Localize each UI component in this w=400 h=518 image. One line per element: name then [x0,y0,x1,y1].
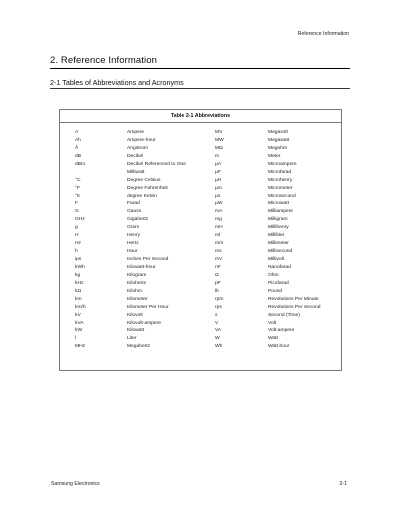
meaning-cell: Volt-ampere [268,328,295,334]
abbreviation-cell: F [75,201,78,207]
abbreviation-cell: h [75,249,78,255]
abbreviation-cell: kΩ [75,288,82,294]
table-row [75,280,337,288]
table-row [75,320,337,328]
abbreviation-cell: rps [215,304,222,310]
table-row [75,137,337,145]
abbreviation-cell: mH [215,225,223,231]
meaning-cell: Milligram [268,217,288,223]
meaning-cell: Liter [127,336,137,342]
abbreviation-cell [75,169,127,177]
meaning-cell: Millivolt [268,257,285,262]
table-row [75,240,337,248]
meaning-cell: Milliampere [268,209,294,215]
meaning-cell: Meter [268,153,281,159]
table-row [75,288,337,296]
abbreviation-cell: Wh [215,344,223,350]
abbreviation-cell: µm [215,185,222,191]
meaning-cell: Kilohm [127,288,142,294]
meaning-cell: Kilovolt [127,312,143,318]
abbreviation-cell: µs [215,193,221,199]
meaning-cell: Microsecond [268,193,296,199]
meaning-cell: Megavolt [268,130,288,135]
table-row [75,145,337,153]
abbreviation-cell: kV [75,312,81,318]
abbreviation-cell: µA [215,161,222,167]
abbreviation-cell: kg [75,272,81,278]
table-row [75,153,337,161]
table-row [75,161,337,169]
meaning-cell: Revolutions Per Minute [268,296,319,302]
meaning-cell: Inches Per Second [127,257,169,262]
abbreviation-cell: µW [215,201,223,207]
abbreviation-cell: µH [215,177,222,183]
abbreviations-table-body [75,129,337,351]
abbreviation-cell: pF [215,280,221,286]
table-row [75,208,337,216]
meaning-cell: Second (Time) [268,312,300,318]
meaning-cell: Megawatt [268,137,290,143]
meaning-cell: Decibel [127,153,144,159]
abbreviation-cell: kHz [75,280,84,286]
abbreviation-cell: Ω [215,272,219,278]
meaning-cell: Degree Celsius [127,177,161,183]
footer-page-number: 2-1 [339,481,347,487]
abbreviation-cell: °K [75,193,81,199]
abbreviation-cell: g [75,225,78,231]
abbreviation-cell: km [75,296,82,302]
meaning-cell: Microfarad [268,169,292,175]
table-row [75,296,337,304]
meaning-cell: Picofarad [268,280,289,286]
section-title-rule [50,88,350,89]
table-row [75,232,337,240]
abbreviation-cell: mV [215,257,223,262]
table-row [75,264,337,272]
abbreviation-cell: G [75,209,79,215]
meaning-cell: Kilovolt-ampere [127,320,161,326]
abbreviation-cell: MHz [75,344,86,350]
abbreviation-cell: °F [75,185,80,191]
table-row [75,216,337,224]
abbreviation-cell: l [75,336,77,342]
meaning-cell: Ampere [127,130,145,135]
meaning-cell: Kilometer [127,296,148,302]
meaning-cell: Millihenry [268,225,289,231]
meaning-cell: Milliwatt [127,169,145,175]
meaning-cell: Degree Fahrenheit [127,185,168,191]
meaning-cell: Microwatt [268,201,289,207]
footer-company: Samsung Electronics [51,481,100,487]
table-row [75,185,337,193]
meaning-cell: Henry [127,233,141,239]
abbreviation-cell: Ah [75,137,81,143]
meaning-cell: Microampere [268,161,297,167]
abbreviation-cell: mg [215,217,222,223]
table-caption-rule [60,122,341,123]
meaning-cell: Micrometer [268,185,293,191]
table-row [75,335,337,343]
table-row [75,256,337,264]
abbreviation-cell: s [215,312,218,318]
meaning-cell: Hertz [127,241,139,247]
meaning-cell: Angstrom [127,145,148,151]
abbreviation-cell: W [215,336,220,342]
abbreviation-cell: °C [75,177,81,183]
table-row [75,129,337,137]
abbreviation-cell: ms [215,249,222,255]
abbreviation-cell: kW [75,328,83,334]
meaning-cell: Kilometer Per Hour [127,304,169,310]
abbreviation-cell: µF [215,169,221,175]
section-title: 2-1 Tables of Abbreviations and Acronyms [50,78,184,87]
table-row [75,304,337,312]
abbreviation-cell: VA [215,328,222,334]
meaning-cell: Gram [127,225,140,231]
table-row [75,327,337,335]
chapter-title: 2. Reference Information [50,55,157,66]
meaning-cell: degree Kelvin [127,193,157,199]
meaning-cell: Nanofarad [268,264,291,270]
meaning-cell: Volt [268,320,277,326]
abbreviation-cell: ml [215,233,221,239]
meaning-cell: Megohm [268,145,288,151]
meaning-cell: Revolutions Per Second [268,304,321,310]
meaning-cell: Hour [127,249,138,255]
table-row [75,193,337,201]
abbreviation-cell: V [215,320,219,326]
abbreviation-cell: MW [215,137,224,143]
meaning-cell: Microhenry [268,177,293,183]
abbreviation-cell: mA [215,209,223,215]
table-row [75,248,337,256]
abbreviation-cell: MV [215,130,223,135]
meaning-cell: Millisecond [268,249,293,255]
abbreviation-cell: GHz [75,217,85,223]
meaning-cell: Watt-hour [268,344,290,350]
table-row [75,200,337,208]
meaning-cell: Kilowatt-hour [127,264,156,270]
table-row [75,343,337,351]
table-row [75,177,337,185]
meaning-cell: Kilogram [127,272,147,278]
table-row [75,224,337,232]
abbreviation-cell: Hz [75,241,81,247]
abbreviation-cell: H [75,233,79,239]
abbreviation-cell: mm [215,241,224,247]
abbreviation-cell: nF [215,264,221,270]
meaning-cell: Farad [127,201,140,207]
meaning-cell: Ampere-hour [127,137,156,143]
abbreviation-cell: lb [215,288,219,294]
meaning-cell: Ohm [268,272,279,278]
meaning-cell: Milliliter [268,233,285,239]
chapter-title-rule [50,68,350,69]
meaning-cell: Kilowatt [127,328,145,334]
abbreviation-cell: dB [75,153,81,159]
abbreviation-cell: m [215,153,220,159]
meaning-cell: Millimeter [268,241,289,247]
meaning-cell: Kilohertz [127,280,147,286]
abbreviation-cell: Å [75,145,79,151]
table-row [75,169,337,177]
meaning-cell: Megahertz [127,344,151,350]
abbreviation-cell: kWh [75,264,85,270]
abbreviation-cell: MΩ [215,145,223,151]
meaning-cell: Gigahertz [127,217,149,223]
meaning-cell: Watt [268,336,278,342]
table-row [75,272,337,280]
table-row [75,312,337,320]
abbreviation-cell: ips [75,257,82,262]
abbreviation-cell: dBm [75,161,86,167]
abbreviation-cell: kVA [75,320,84,326]
running-header: Reference Information [297,31,349,37]
abbreviation-cell: rpm [215,296,224,302]
meaning-cell: Decibel Referenced to One [127,161,186,167]
abbreviation-cell: km/h [75,304,86,310]
abbreviations-table [75,129,337,351]
meaning-cell: Pound [268,288,283,294]
abbreviations-table-box [59,109,342,371]
table-caption: Table 2-1 Abbreviations [170,113,231,119]
meaning-cell: Gauss [127,209,142,215]
abbreviation-cell: A [75,130,79,135]
